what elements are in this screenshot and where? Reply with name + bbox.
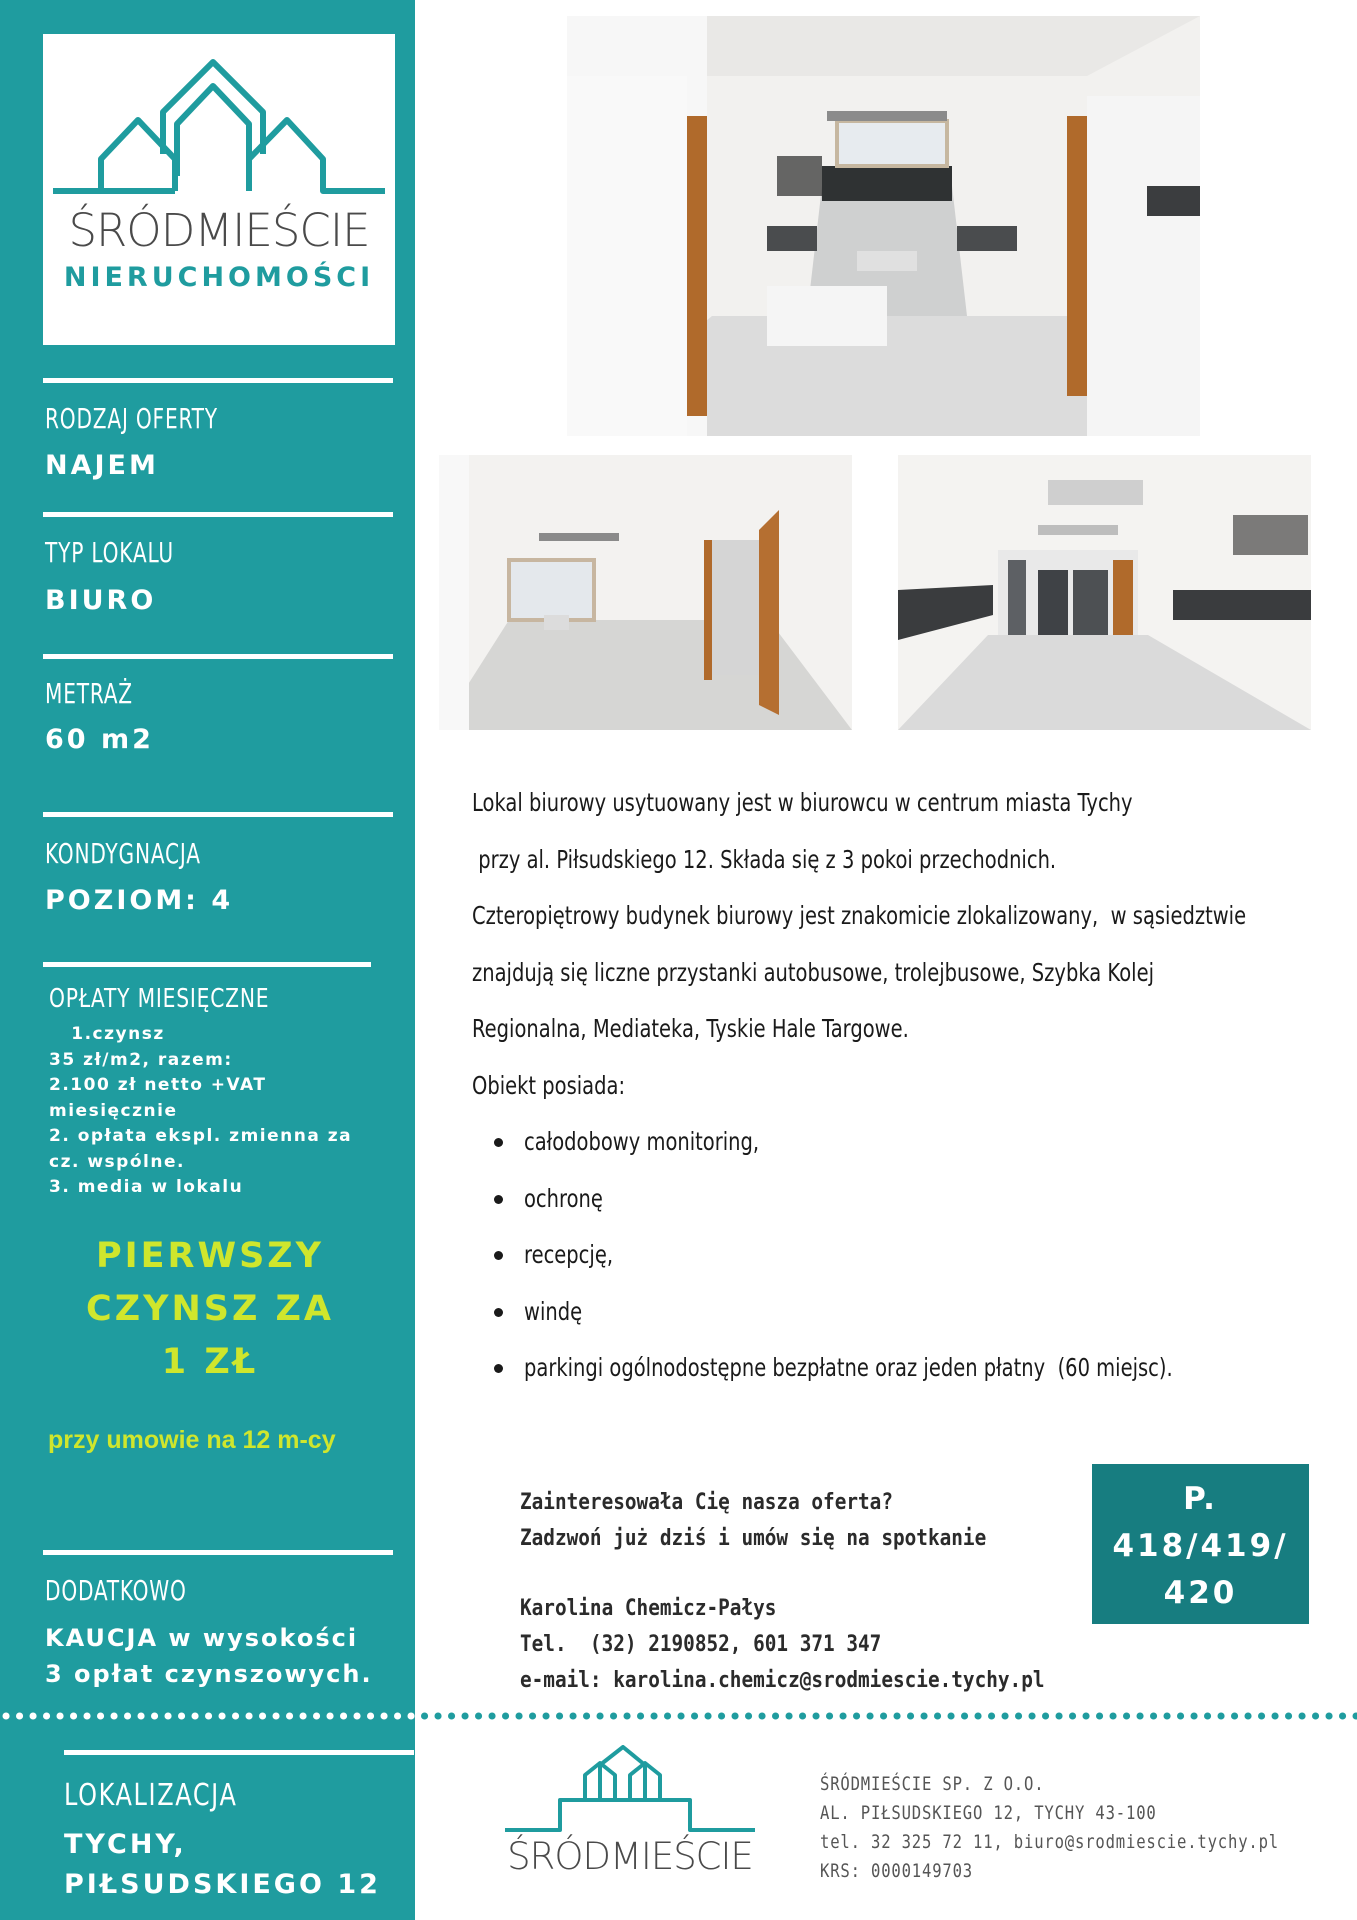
footer-krs: KRS: 0000149703 (820, 1860, 974, 1882)
unit-type-label: TYP LOKALU (45, 536, 174, 569)
sidebar (0, 0, 415, 1920)
fees-line: 3. media w lokalu (49, 1177, 244, 1197)
office-photo-hallway (898, 455, 1311, 730)
dotted-separator (0, 1709, 1357, 1723)
fees-line: miesięcznie (49, 1100, 178, 1121)
footer-address: AL. PIŁSUDSKIEGO 12, TYCHY 43-100 (820, 1802, 1157, 1824)
description-line: przy al. Piłsudskiego 12. Składa się z 3 pokoi przechodnich. (472, 844, 1057, 874)
fees-line: 35 zł/m2, razem: (49, 1049, 233, 1070)
room-line: 418/419/ (1112, 1528, 1289, 1564)
description-line: Obiekt posiada: (472, 1070, 626, 1100)
bullet-icon (494, 1138, 503, 1147)
divider (43, 654, 393, 659)
room-line: 420 (1163, 1575, 1238, 1611)
footer-company: ŚRÓDMIEŚCIE SP. Z O.O. (820, 1773, 1045, 1795)
promo-headline (30, 1230, 390, 1389)
fees-line: 2. opłata ekspl. zmienna za (49, 1126, 353, 1146)
location-label: LOKALIZACJA (64, 1778, 238, 1813)
feature-item (472, 1227, 1342, 1284)
feature-item (472, 1171, 1342, 1228)
divider (43, 512, 393, 517)
description-line: znajdują się liczne przystanki autobusowe, trolejbusowe, Szybka Kolej (472, 957, 1155, 987)
description-line: Czteropiętrowy budynek biurowy jest znakomicie zlokalizowany, w sąsiedztwie (472, 901, 1247, 930)
footer-logo-name: ŚRÓDMIEŚCIE (507, 1835, 753, 1878)
feature-text: parkingi ogólnodostępne bezpłatne oraz jeden płatny (60 miejsc). (524, 1353, 1173, 1382)
offer-type-value: NAJEM (45, 450, 159, 481)
divider (43, 962, 371, 967)
area-label: METRAŻ (45, 677, 133, 710)
extra-value (45, 1620, 373, 1692)
feature-item (472, 1340, 1342, 1397)
description-line: Lokal biurowy usytuowany jest w biurowcu w centrum miasta Tychy (472, 788, 1133, 817)
office-photo-corridor (567, 16, 1200, 436)
location-value (64, 1825, 381, 1905)
description-line: Regionalna, Mediateka, Tyskie Hale Targowe. (472, 1014, 909, 1043)
office-photo-room (439, 455, 852, 730)
room-line: P. (1183, 1481, 1218, 1517)
building-logo-icon (505, 1745, 755, 1840)
bullet-icon (494, 1364, 503, 1373)
promo-line: 1 ZŁ (161, 1342, 259, 1382)
office-photo-image (567, 16, 1200, 436)
contact-person: Karolina Chemicz-Pałys (520, 1596, 777, 1621)
bullet-icon (494, 1251, 503, 1260)
divider (43, 812, 393, 817)
logo-subtitle: NIERUCHOMOŚCI (63, 262, 375, 293)
feature-item (472, 1114, 1342, 1171)
feature-item (472, 1284, 1342, 1341)
fees-line: 2.100 zł netto +VAT (49, 1075, 267, 1095)
promo-line: PIERWSZY (95, 1236, 325, 1276)
footer-company-info (820, 1770, 1279, 1886)
promo-line: CZYNSZ ZA (86, 1289, 334, 1329)
contact-cta: Zainteresowała Cię nasza oferta? (520, 1490, 893, 1515)
extra-label: DODATKOWO (45, 1574, 187, 1607)
room-numbers-badge (1092, 1464, 1309, 1624)
feature-text: ochronę (524, 1183, 603, 1213)
office-photo-image (439, 455, 852, 730)
contact-block (520, 1485, 1045, 1699)
fees-line: 1.czynsz (49, 1024, 165, 1044)
offer-type-label: RODZAJ OFERTY (45, 402, 218, 435)
area-value: 60 m2 (45, 724, 154, 755)
bullet-icon (494, 1195, 503, 1204)
houses-logo-icon (53, 54, 385, 204)
contact-cta: Zadzwoń już dziś i umów się na spotkanie (520, 1526, 987, 1551)
footer-contact[interactable]: tel. 32 325 72 11, biuro@srodmiescie.tychy.pl (820, 1831, 1280, 1853)
logo-name: ŚRÓDMIEŚCIE (68, 204, 370, 257)
extra-line: 3 opłat czynszowych. (45, 1660, 373, 1688)
extra-line: KAUCJA w wysokości (45, 1624, 359, 1652)
feature-text: całodobowy monitoring, (524, 1127, 760, 1156)
divider (64, 1750, 414, 1755)
divider (43, 1550, 393, 1555)
bullet-icon (494, 1308, 503, 1317)
company-logo (43, 34, 395, 345)
unit-type-value: BIURO (45, 585, 157, 616)
location-line: PIŁSUDSKIEGO 12 (64, 1869, 381, 1900)
description (472, 775, 1342, 1397)
location-line: TYCHY, (64, 1829, 187, 1860)
features-list (472, 1114, 1342, 1397)
feature-text: recepcję, (524, 1240, 614, 1269)
office-photo-image (898, 455, 1311, 730)
fees-list (49, 1022, 389, 1201)
divider (43, 378, 393, 383)
promo-note: przy umowie na 12 m-cy (48, 1426, 336, 1454)
floor-label: KONDYGNACJA (45, 837, 201, 870)
feature-text: windę (524, 1296, 583, 1326)
fees-line: cz. wspólne. (49, 1151, 185, 1172)
contact-phone[interactable]: Tel. (32) 2190852, 601 371 347 (520, 1632, 882, 1657)
contact-email[interactable]: e-mail: karolina.chemicz@srodmiescie.tychy.pl (520, 1668, 1045, 1693)
floor-value: POZIOM: 4 (45, 885, 234, 916)
fees-title: OPŁATY MIESIĘCZNE (49, 984, 270, 1014)
